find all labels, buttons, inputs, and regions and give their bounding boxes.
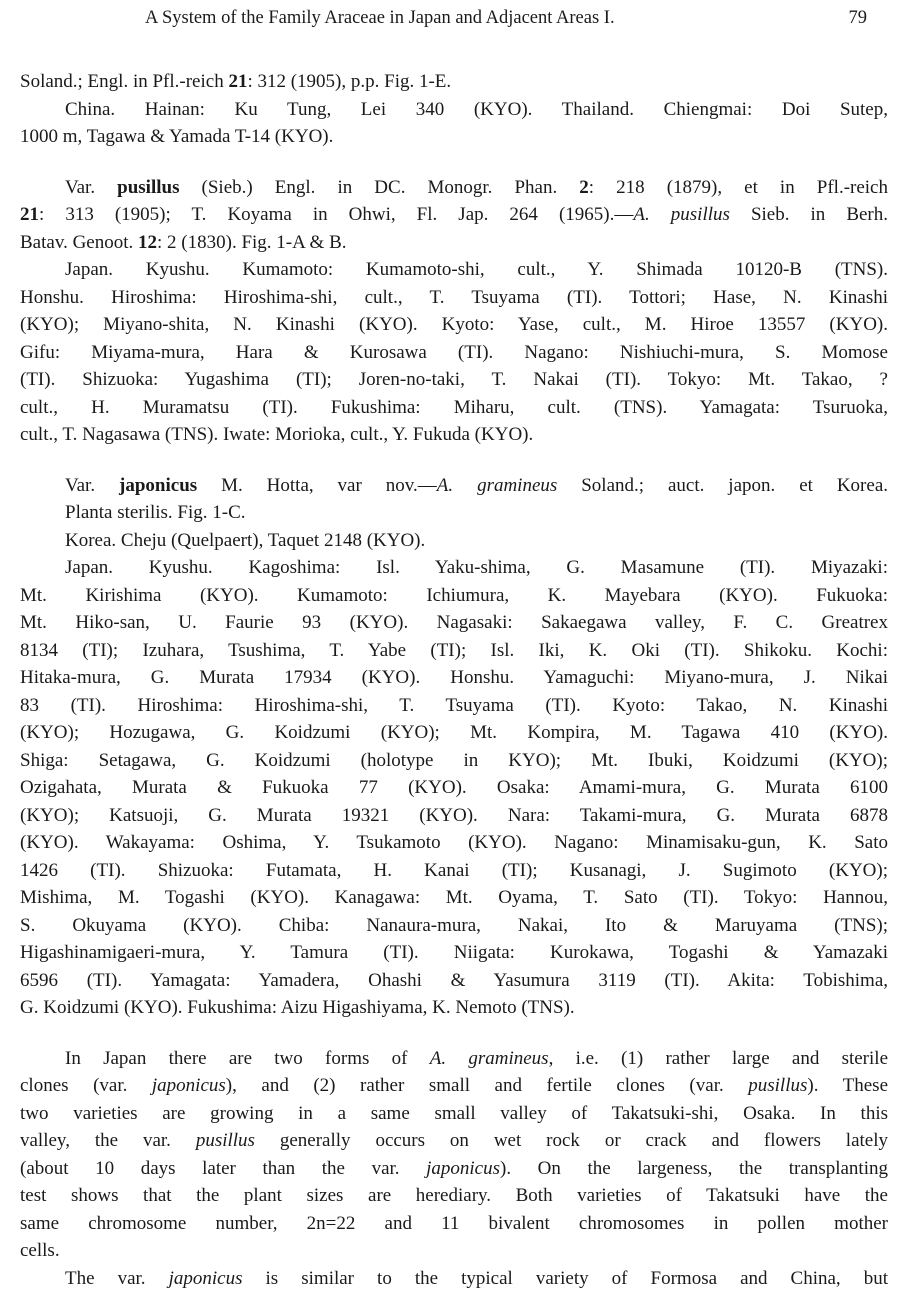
text-run: generally occurs on wet rock or crack and flowers lately [254, 1130, 888, 1151]
text-run: Ozigahata, Murata & Fukuoka 77 (KYO). Osaka: Amami-mura, G. Murata 6100 [20, 777, 888, 798]
text-run: (TI). Shizuoka: Yugashima (TI); Joren-no-taki, T. Nakai (TI). Tokyo: Mt. Takao, ? [20, 369, 888, 390]
text-run: Japan. Kyushu. Kumamoto: Kumamoto-shi, cult., Y. Shimada 10120-B (TNS). [65, 259, 888, 280]
text-line [20, 884, 888, 912]
text-run: (KYO); Miyano-shita, N. Kinashi (KYO). Kyoto: Yase, cult., M. Hiroe 13557 (KYO). [20, 314, 888, 335]
text-run: Hitaka-mura, G. Murata 17934 (KYO). Honshu. Yamaguchi: Miyano-mura, J. Nikai [20, 667, 888, 688]
text-run: 1000 m, Tagawa & Yamada T-14 (KYO). [20, 126, 334, 147]
text-run: China. Hainan: Ku Tung, Lei 340 (KYO). Thailand. Chiengmai: Doi Sutep, [65, 98, 888, 120]
text-run: ). On the largeness, the transplanting [500, 1157, 888, 1179]
paragraph [20, 472, 888, 555]
bold-text: 21 [20, 204, 39, 225]
italic-text: A. pusillus [633, 204, 730, 225]
text-run: : 2 (1830). Fig. 1-A & B. [157, 231, 347, 253]
running-title: A System of the Family Araceae in Japan and Adjacent Areas I. [145, 8, 615, 28]
paragraph [20, 68, 888, 96]
text-line [20, 774, 888, 802]
text-line [20, 1127, 888, 1155]
text-run: Mishima, M. Togashi (KYO). Kanagawa: Mt. Oyama, T. Sato (TI). Tokyo: Hannou, [20, 887, 888, 908]
text-run: Mt. Hiko-san, U. Faurie 93 (KYO). Nagasaki: Sakaegawa valley, F. C. Greatrex [20, 612, 888, 633]
text-line [20, 747, 888, 775]
paragraph [20, 256, 888, 449]
text-run: cult., H. Muramatsu (TI). Fukushima: Miharu, cult. (TNS). Yamagata: Tsuruoka, [20, 396, 888, 418]
text-line [20, 527, 888, 555]
text-run: (KYO); Katsuoji, G. Murata 19321 (KYO). Nara: Takami-mura, G. Murata 6878 [20, 804, 888, 826]
text-run: S. Okuyama (KYO). Chiba: Nanaura-mura, Nakai, Ito & Maruyama (TNS); [20, 914, 888, 936]
text-run: , i.e. (1) rather large and sterile [548, 1047, 889, 1069]
text-run: 1426 (TI). Shizuoka: Futamata, H. Kanai (TI); Kusanagi, J. Sugimoto (KYO); [20, 859, 888, 881]
text-line [20, 1182, 888, 1210]
text-run: (Sieb.) Engl. in DC. Monogr. Phan. [179, 176, 580, 198]
text-run: Soland.; Engl. in Pfl.-reich [20, 71, 229, 92]
text-line [20, 68, 888, 96]
text-line [20, 229, 888, 257]
text-line [20, 1155, 888, 1183]
text-line [20, 857, 888, 885]
text-run: Higashinamigaeri-mura, Y. Tamura (TI). Niigata: Kurokawa, Togashi & Yamazaki [20, 942, 888, 963]
italic-text: japonicus [151, 1075, 226, 1096]
text-run: : 313 (1905); T. Koyama in Ohwi, Fl. Jap. 264 (1965).— [39, 204, 634, 225]
text-run: test shows that the plant sizes are herediary. Both varieties of Takatsuki have the [20, 1185, 888, 1206]
text-line [20, 311, 888, 339]
text-line [20, 967, 888, 995]
text-line [20, 174, 888, 202]
text-run: valley, the var. [20, 1130, 196, 1151]
text-line [20, 1100, 888, 1128]
text-run: Soland.; auct. japon. et Korea. [557, 474, 889, 496]
text-run: : 218 (1879), et in Pfl.-reich [588, 176, 888, 198]
italic-text: A. gramineus [436, 474, 558, 496]
text-line [20, 499, 888, 527]
text-line [20, 912, 888, 940]
text-line [20, 284, 888, 312]
text-run: 6596 (TI). Yamagata: Yamadera, Ohashi & Yasumura 3119 (TI). Akita: Tobishima, [20, 969, 888, 991]
text-line [20, 366, 888, 394]
text-run: Var. [65, 176, 118, 198]
text-line [20, 123, 888, 151]
text-line [20, 939, 888, 967]
bold-text: 2 [579, 176, 589, 198]
italic-text: japonicus [426, 1157, 501, 1179]
text-run: Japan. Kyushu. Kagoshima: Isl. Yaku-shima, G. Masamune (TI). Miyazaki: [65, 557, 888, 578]
text-line [20, 1045, 888, 1073]
text-line [20, 472, 888, 500]
italic-text: pusillus [195, 1130, 255, 1151]
paragraph [20, 1045, 888, 1265]
text-line [20, 994, 888, 1022]
text-line [20, 637, 888, 665]
text-run: Gifu: Miyama-mura, Hara & Kurosawa (TI). Nagano: Nishiuchi-mura, S. Momose [20, 341, 888, 363]
page-number: 79 [848, 8, 867, 28]
text-run: G. Koidzumi (KYO). Fukushima: Aizu Higashiyama, K. Nemoto (TNS). [20, 997, 575, 1018]
italic-text: japonicus [168, 1267, 243, 1289]
paragraph [20, 1265, 888, 1293]
page-body [20, 68, 888, 1292]
text-line [20, 1265, 888, 1293]
text-run: Korea. Cheju (Quelpaert), Taquet 2148 (KYO). [65, 529, 426, 551]
text-line [20, 1210, 888, 1238]
text-run: M. Hotta, var nov.— [197, 474, 437, 496]
text-line [20, 339, 888, 367]
italic-text: A. gramineus [429, 1047, 549, 1069]
text-line [20, 554, 888, 582]
text-line [20, 394, 888, 422]
paragraph [20, 96, 888, 151]
text-run: 83 (TI). Hiroshima: Hiroshima-shi, T. Tsuyama (TI). Kyoto: Takao, N. Kinashi [20, 694, 888, 716]
bold-text: 12 [138, 231, 158, 253]
text-run: Mt. Kirishima (KYO). Kumamoto: Ichiumura, K. Mayebara (KYO). Fukuoka: [20, 584, 888, 606]
text-run: Sieb. in Berh. [729, 204, 889, 225]
running-header [145, 8, 885, 36]
text-run: 8134 (TI); Izuhara, Tsushima, T. Yabe (TI); Isl. Iki, K. Oki (TI). Shikoku. Kochi: [20, 639, 888, 661]
text-run: Var. [65, 474, 120, 496]
text-run: Batav. Genoot. [20, 231, 139, 253]
text-run: Planta sterilis. Fig. 1-C. [65, 502, 246, 523]
text-line [20, 692, 888, 720]
text-line [20, 802, 888, 830]
bold-text: 21 [228, 71, 248, 92]
text-line [20, 719, 888, 747]
text-line [20, 96, 888, 124]
text-line [20, 664, 888, 692]
paragraph [20, 554, 888, 1022]
paragraph [20, 174, 888, 257]
text-line [20, 582, 888, 610]
text-line [20, 1072, 888, 1100]
text-run: (KYO); Hozugawa, G. Koidzumi (KYO); Mt. Kompira, M. Tagawa 410 (KYO). [20, 722, 888, 743]
bold-text: japonicus [119, 474, 198, 496]
text-run: ). These [807, 1075, 888, 1096]
text-run: Honshu. Hiroshima: Hiroshima-shi, cult., T. Tsuyama (TI). Tottori; Hase, N. Kinashi [20, 286, 888, 308]
italic-text: pusillus [748, 1075, 808, 1096]
text-run: (about 10 days later than the var. [20, 1157, 427, 1179]
text-run: Shiga: Setagawa, G. Koidzumi (holotype in KYO); Mt. Ibuki, Koidzumi (KYO); [20, 749, 888, 771]
text-run: same chromosome number, 2n=22 and 11 bivalent chromosomes in pollen mother [20, 1212, 888, 1234]
text-line [20, 256, 888, 284]
text-run: cells. [20, 1240, 60, 1261]
text-run: ), and (2) rather small and fertile clones (var. [225, 1075, 749, 1096]
text-run: is similar to the typical variety of Formosa and China, but [242, 1267, 888, 1289]
text-run: : 312 (1905), p.p. Fig. 1-E. [247, 71, 452, 92]
text-line [20, 829, 888, 857]
text-run: (KYO). Wakayama: Oshima, Y. Tsukamoto (KYO). Nagano: Minamisaku-gun, K. Sato [20, 832, 888, 853]
text-line [20, 609, 888, 637]
text-line [20, 201, 888, 229]
text-run: clones (var. [20, 1075, 152, 1096]
text-run: The var. [65, 1267, 169, 1289]
text-line [20, 421, 888, 449]
bold-text: pusillus [117, 176, 180, 198]
text-run: two varieties are growing in a same small valley of Takatsuki-shi, Osaka. In this [20, 1102, 888, 1124]
text-run: cult., T. Nagasawa (TNS). Iwate: Morioka, cult., Y. Fukuda (KYO). [20, 424, 534, 445]
text-line [20, 1237, 888, 1265]
text-run: In Japan there are two forms of [65, 1047, 430, 1069]
